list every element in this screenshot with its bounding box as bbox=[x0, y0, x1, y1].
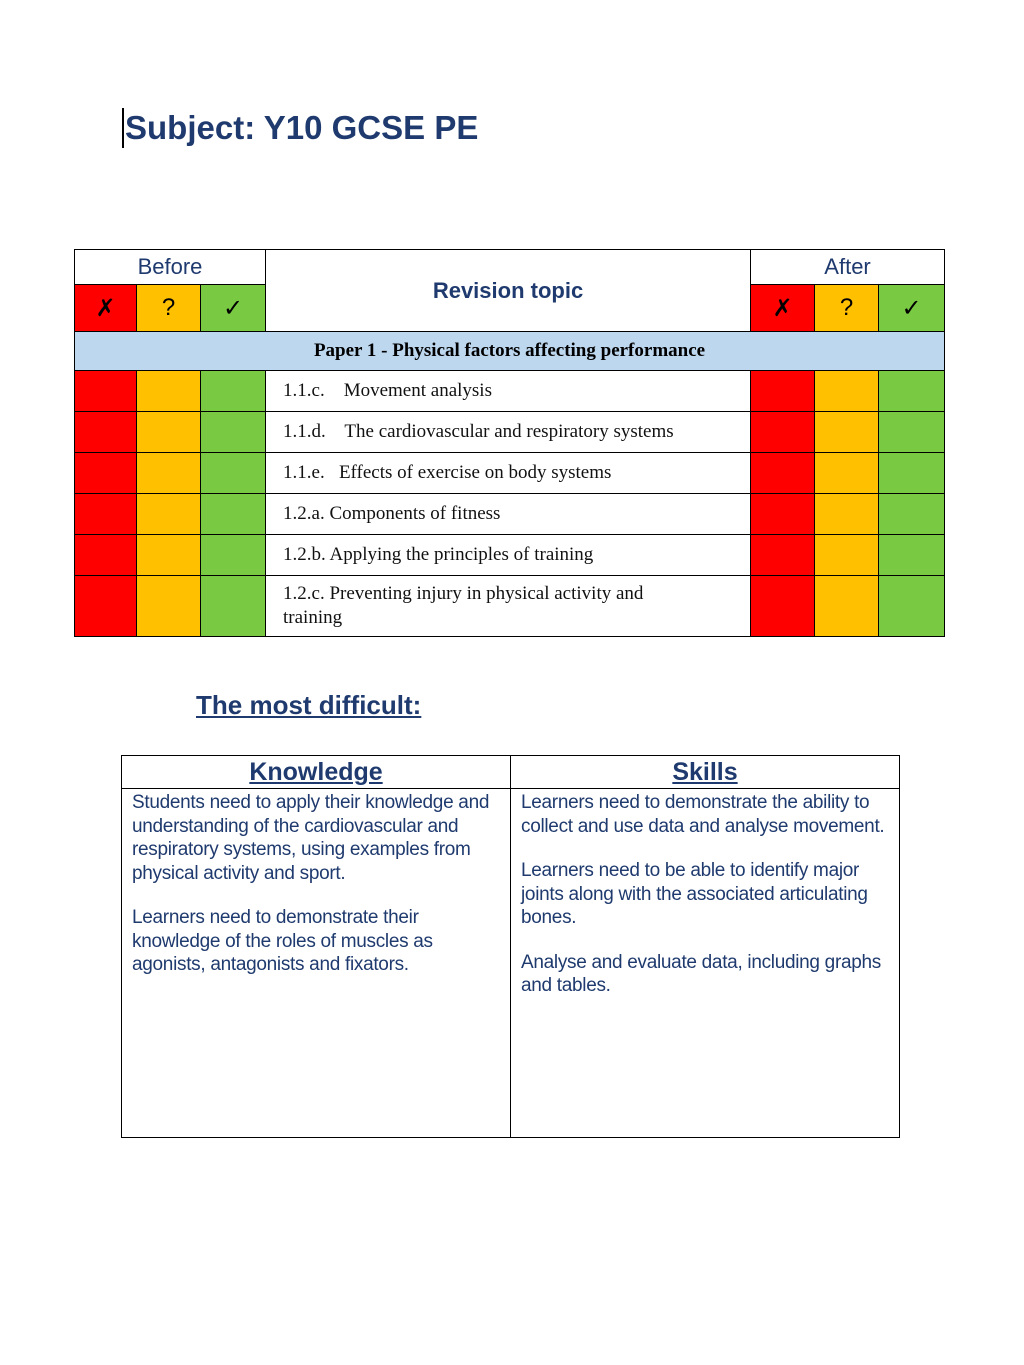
after-red-cell[interactable] bbox=[751, 494, 815, 535]
before-amber-cell[interactable] bbox=[137, 494, 201, 535]
after-cross-icon: ✗ bbox=[751, 285, 815, 332]
topic-row bbox=[75, 535, 945, 576]
after-tick-icon: ✓ bbox=[879, 285, 945, 332]
after-amber-cell[interactable] bbox=[815, 535, 879, 576]
before-green-cell[interactable] bbox=[201, 494, 266, 535]
before-red-cell[interactable] bbox=[75, 535, 137, 576]
topic-row bbox=[75, 576, 945, 637]
before-question-icon: ? bbox=[137, 285, 201, 332]
before-tick-icon: ✓ bbox=[201, 285, 266, 332]
before-green-cell[interactable] bbox=[201, 412, 266, 453]
before-header: Before bbox=[75, 250, 266, 285]
before-cross-icon: ✗ bbox=[75, 285, 137, 332]
topic-row bbox=[75, 371, 945, 412]
before-red-cell[interactable] bbox=[75, 371, 137, 412]
after-green-cell[interactable] bbox=[879, 371, 945, 412]
after-green-cell[interactable] bbox=[879, 412, 945, 453]
before-green-cell[interactable] bbox=[201, 453, 266, 494]
before-green-cell[interactable] bbox=[201, 576, 266, 637]
topic-label: 1.2.c. Preventing injury in physical activity and training bbox=[266, 576, 751, 637]
topic-row bbox=[75, 494, 945, 535]
after-red-cell[interactable] bbox=[751, 453, 815, 494]
after-amber-cell[interactable] bbox=[815, 453, 879, 494]
after-amber-cell[interactable] bbox=[815, 412, 879, 453]
after-red-cell[interactable] bbox=[751, 535, 815, 576]
before-red-cell[interactable] bbox=[75, 412, 137, 453]
knowledge-paragraph: Learners need to demonstrate their knowledge of the roles of muscles as agonists, antagonists and fixators. bbox=[132, 907, 433, 975]
after-green-cell[interactable] bbox=[879, 576, 945, 637]
topic-row bbox=[75, 453, 945, 494]
page-title: Subject: Y10 GCSE PE bbox=[122, 108, 478, 148]
knowledge-skills-table bbox=[121, 755, 900, 1138]
after-question-icon: ? bbox=[815, 285, 879, 332]
after-header: After bbox=[751, 250, 945, 285]
topic-label: 1.2.a. Components of fitness bbox=[266, 494, 751, 535]
section-header: Paper 1 - Physical factors affecting performance bbox=[75, 332, 945, 371]
after-red-cell[interactable] bbox=[751, 576, 815, 637]
after-green-cell[interactable] bbox=[879, 494, 945, 535]
before-red-cell[interactable] bbox=[75, 494, 137, 535]
before-green-cell[interactable] bbox=[201, 535, 266, 576]
topic-row bbox=[75, 412, 945, 453]
before-amber-cell[interactable] bbox=[137, 412, 201, 453]
topic-label: 1.1.c. Movement analysis bbox=[266, 371, 751, 412]
after-amber-cell[interactable] bbox=[815, 576, 879, 637]
after-green-cell[interactable] bbox=[879, 535, 945, 576]
skills-paragraph: Learners need to be able to identify major joints along with the associated articulating bones. bbox=[521, 860, 868, 928]
after-green-cell[interactable] bbox=[879, 453, 945, 494]
most-difficult-heading: The most difficult: bbox=[196, 690, 422, 720]
before-amber-cell[interactable] bbox=[137, 371, 201, 412]
topic-label: 1.2.b. Applying the principles of training bbox=[266, 535, 751, 576]
after-amber-cell[interactable] bbox=[815, 494, 879, 535]
skills-header: Skills bbox=[511, 756, 900, 789]
before-red-cell[interactable] bbox=[75, 576, 137, 637]
topic-label: 1.1.e. Effects of exercise on body systems bbox=[266, 453, 751, 494]
before-green-cell[interactable] bbox=[201, 371, 266, 412]
skills-paragraph: Analyse and evaluate data, including graphs and tables. bbox=[521, 951, 881, 996]
after-amber-cell[interactable] bbox=[815, 371, 879, 412]
revision-rag-table bbox=[74, 249, 945, 637]
knowledge-paragraph: Students need to apply their knowledge and understanding of the cardiovascular and respiratory systems, using examples from physical activity and sport. bbox=[132, 792, 490, 884]
revision-topic-header: Revision topic bbox=[266, 250, 751, 332]
after-red-cell[interactable] bbox=[751, 412, 815, 453]
knowledge-header: Knowledge bbox=[122, 756, 511, 789]
knowledge-content bbox=[122, 789, 511, 1138]
before-red-cell[interactable] bbox=[75, 453, 137, 494]
skills-content bbox=[511, 789, 900, 1138]
before-amber-cell[interactable] bbox=[137, 453, 201, 494]
after-red-cell[interactable] bbox=[751, 371, 815, 412]
topic-label: 1.1.d. The cardiovascular and respiratory systems bbox=[266, 412, 751, 453]
before-amber-cell[interactable] bbox=[137, 535, 201, 576]
skills-paragraph: Learners need to demonstrate the ability to collect and use data and analyse movement. bbox=[521, 792, 885, 837]
before-amber-cell[interactable] bbox=[137, 576, 201, 637]
